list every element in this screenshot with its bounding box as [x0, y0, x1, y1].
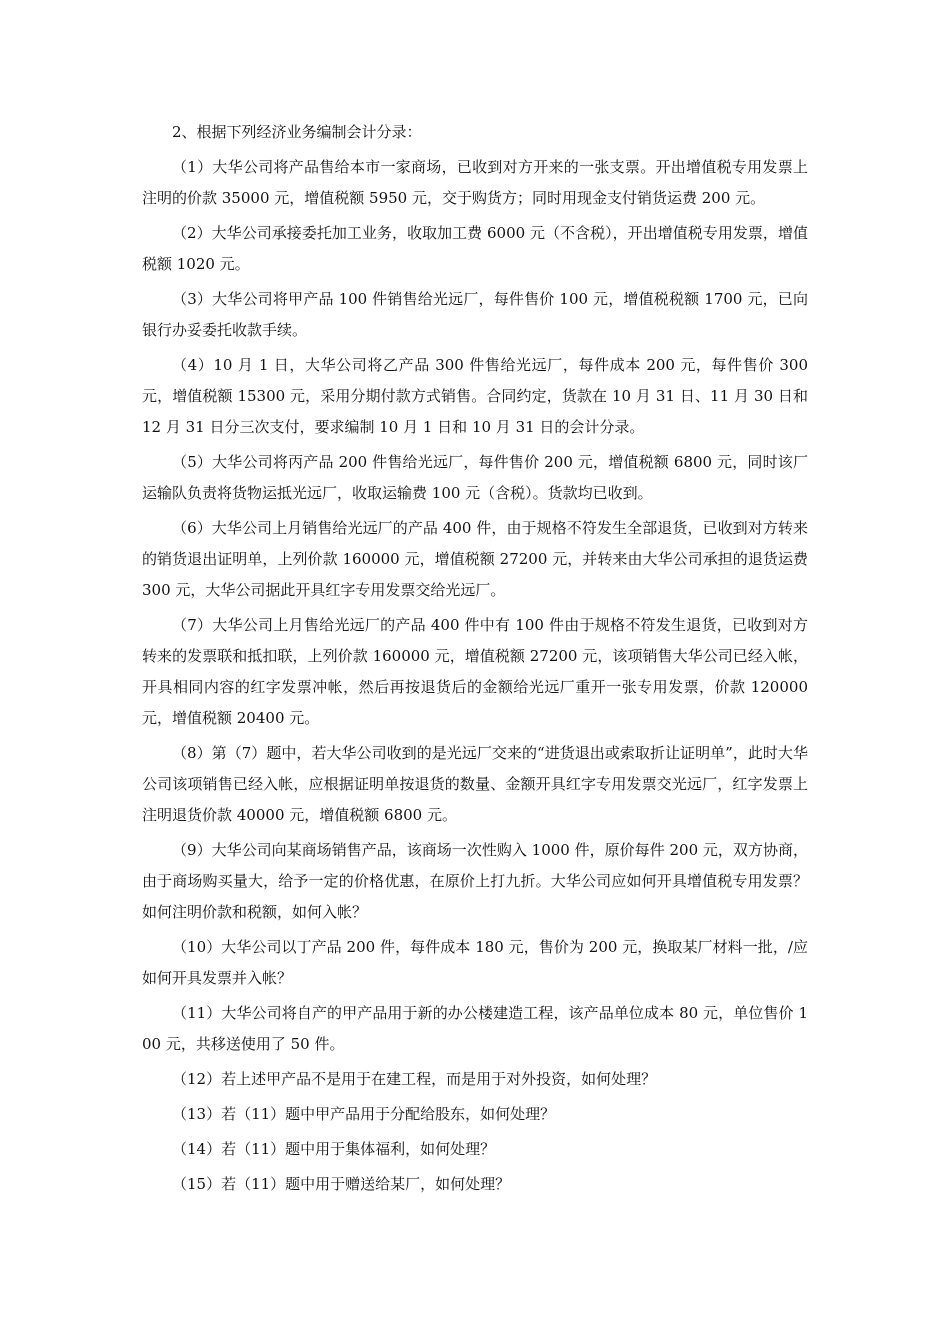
exercise-item-6: （6）大华公司上月销售给光远厂的产品 400 件，由于规格不符发生全部退货，已收到对方转来的销货退出证明单，上列价款 160000 元，增值税额 27200 元，并转来由大华公司承担的退货运费 300 元，大华公司据此开具红字专用发票交给光远厂。: [142, 519, 808, 599]
exercise-item-15: （15）若（11）题中用于赠送给某厂，如何处理？: [172, 1175, 511, 1193]
exercise-item-7: （7）大华公司上月售给光远厂的产品 400 件中有 100 件由于规格不符发生退货，已收到对方转来的发票联和抵扣联，上列价款 160000 元，增值税额 27200 元，该项销售大华公司已经入帐，开具相同内容的红字发票冲帐，然后再按退货后的金额给光远厂重开一张专用发票，价款 120000 元，增值税额 20400 元。: [142, 616, 808, 727]
document-body: [142, 117, 808, 1204]
exercise-item-8: （8）第（7）题中，若大华公司收到的是光远厂交来的“进货退出或索取折让证明单”，此时大华公司该项销售已经入帐，应根据证明单按退货的数量、金额开具红字专用发票交光远厂，红字发票上注明退货价款 40000 元，增值税额 6800 元。: [142, 744, 808, 824]
exercise-item-3: （3）大华公司将甲产品 100 件销售给光远厂，每件售价 100 元，增值税税额 1700 元，已向银行办妥委托收款手续。: [142, 290, 808, 339]
exercise-item-5: （5）大华公司将丙产品 200 件售给光远厂，每件售价 200 元，增值税额 6800 元，同时该厂运输队负责将货物运抵光远厂，收取运输费 100 元（含税）。货款均已收到。: [142, 453, 808, 502]
section-heading: 2、根据下列经济业务编制会计分录：: [172, 123, 422, 141]
exercise-item-10: （10）大华公司以丁产品 200 件，每件成本 180 元，售价为 200 元，换取某厂材料一批，/应如何开具发票并入帐？: [142, 938, 808, 987]
exercise-item-14: （14）若（11）题中用于集体福利，如何处理？: [172, 1140, 496, 1158]
exercise-item-13: （13）若（11）题中甲产品用于分配给股东，如何处理？: [172, 1105, 556, 1123]
exercise-item-9: （9）大华公司向某商场销售产品，该商场一次性购入 1000 件，原价每件 200 元，双方协商，由于商场购买量大，给予一定的价格优惠，在原价上打九折。大华公司应如何开具增值税专用发票？如何注明价款和税额，如何入帐？: [142, 841, 808, 921]
exercise-item-1: （1）大华公司将产品售给本市一家商场，已收到对方开来的一张支票。开出增值税专用发票上注明的价款 35000 元，增值税额 5950 元，交于购货方；同时用现金支付销货运费 200 元。: [142, 158, 808, 207]
exercise-item-11: （11）大华公司将自产的甲产品用于新的办公楼建造工程，该产品单位成本 80 元，单位售价 100 元，共移送使用了 50 件。: [142, 1004, 808, 1053]
exercise-item-2: （2）大华公司承接委托加工业务，收取加工费 6000 元（不含税），开出增值税专用发票，增值税额 1020 元。: [142, 224, 808, 273]
exercise-item-12: （12）若上述甲产品不是用于在建工程，而是用于对外投资，如何处理？: [172, 1070, 657, 1088]
exercise-item-4: （4）10 月 1 日，大华公司将乙产品 300 件售给光远厂，每件成本 200 元，每件售价 300 元，增值税额 15300 元，采用分期付款方式销售。合同约定，货款在 10 月 31 日、11 月 30 日和 12 月 31 日分三次支付，要求编制 10 月 1 日和 10 月 31 日的会计分录。: [142, 356, 808, 436]
